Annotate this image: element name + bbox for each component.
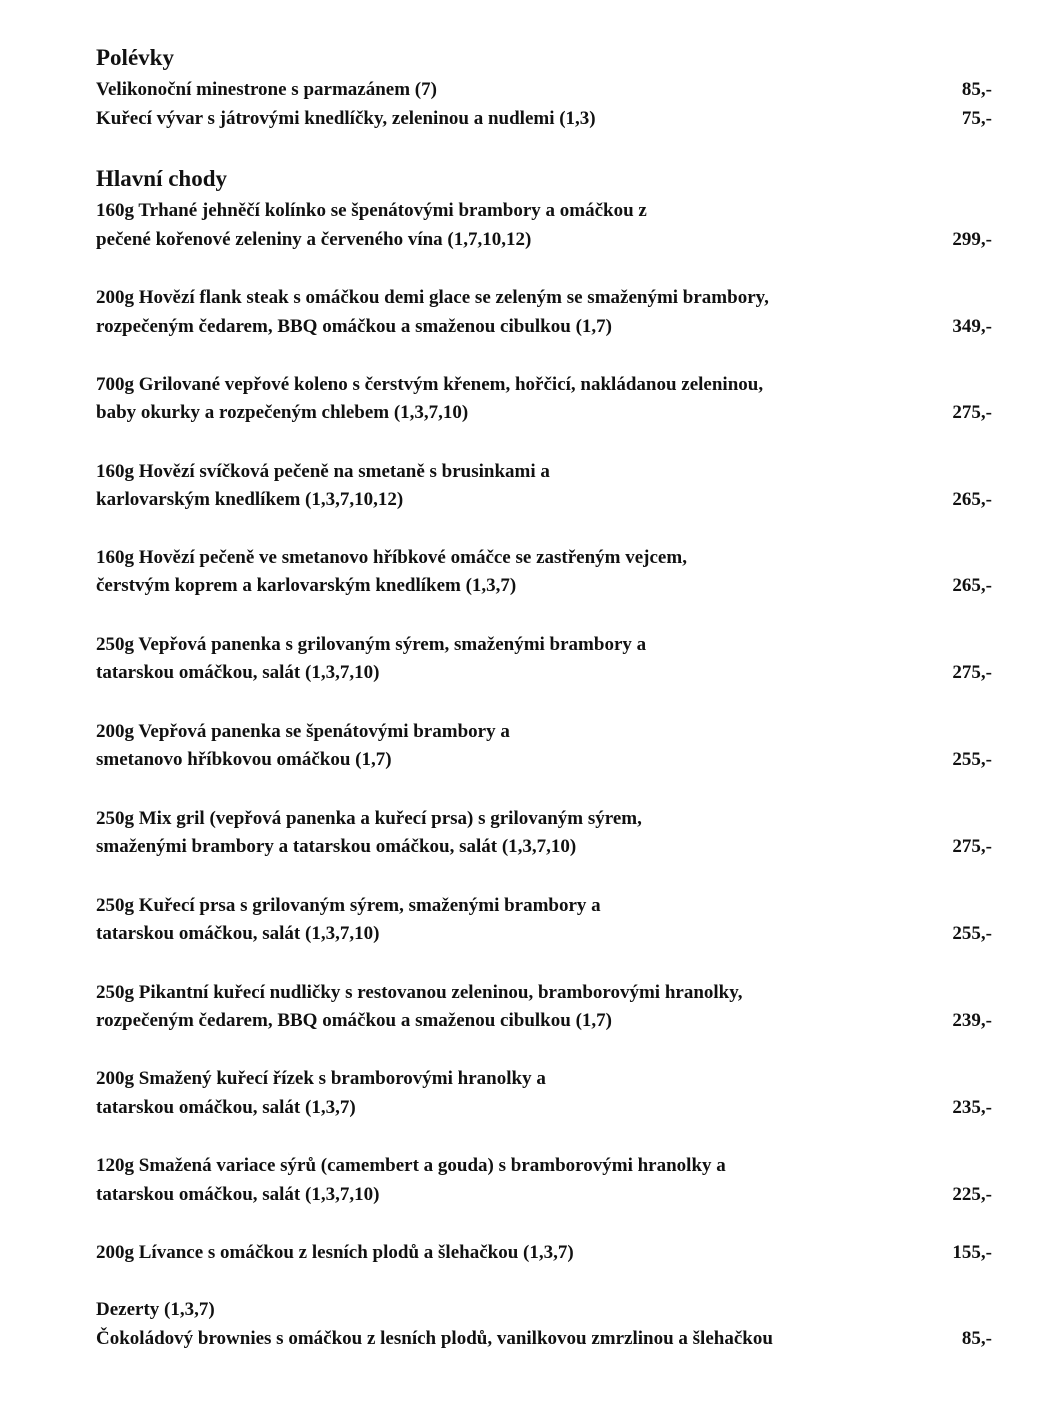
item-description-line-2: rozpečeným čedarem, BBQ omáčkou a smaženou cibulkou (1,7) (96, 1010, 612, 1031)
item-description-line-2: smetanovo hříbkovou omáčkou (1,7) (96, 749, 392, 770)
item-price: 155,- (952, 1242, 992, 1263)
item-description: Kuřecí vývar s játrovými knedlíčky, zeleninou a nudlemi (1,3) (96, 108, 596, 129)
item-description-line-2: karlovarským knedlíkem (1,3,7,10,12) (96, 489, 404, 510)
item-price: 85,- (961, 1328, 992, 1349)
item-description-line-2: tatarskou omáčkou, salát (1,3,7,10) (96, 662, 380, 683)
section-title-desserts: Dezerty (1,3,7) (96, 1299, 215, 1320)
item-price: 255,- (952, 749, 992, 770)
item-price: 265,- (952, 575, 992, 596)
item-price: 275,- (952, 836, 992, 857)
item-description-line-1: 250g Kuřecí prsa s grilovaným sýrem, smaženými brambory a (96, 895, 601, 916)
item-description: Velikonoční minestrone s parmazánem (7) (96, 79, 437, 100)
item-price: 75,- (961, 108, 992, 129)
item-description: Čokoládový brownies s omáčkou z lesních plodů, vanilkovou zmrzlinou a šlehačkou (96, 1328, 773, 1349)
item-description-line-2: tatarskou omáčkou, salát (1,3,7,10) (96, 1184, 380, 1205)
item-price: 275,- (952, 402, 992, 423)
item-description-line-1: 160g Hovězí pečeně ve smetanovo hříbkové omáčce se zastřeným vejcem, (96, 547, 687, 568)
item-description-line-1: 120g Smažená variace sýrů (camembert a gouda) s bramborovými hranolky a (96, 1155, 726, 1176)
section-title-soups: Polévky (96, 45, 174, 70)
item-price: 239,- (952, 1010, 992, 1031)
item-description-line-1: 200g Hovězí flank steak s omáčkou demi glace se zeleným se smaženými brambory, (96, 287, 769, 308)
item-description-line-2: pečené kořenové zeleniny a červeného vína (1,7,10,12) (96, 229, 532, 250)
item-description: 200g Lívance s omáčkou z lesních plodů a šlehačkou (1,3,7) (96, 1242, 574, 1263)
item-price: 255,- (952, 923, 992, 944)
item-description-line-2: baby okurky a rozpečeným chlebem (1,3,7,10) (96, 402, 469, 423)
item-price: 225,- (952, 1184, 992, 1205)
item-description-line-2: smaženými brambory a tatarskou omáčkou, salát (1,3,7,10) (96, 836, 577, 857)
item-description-line-1: 250g Mix gril (vepřová panenka a kuřecí prsa) s grilovaným sýrem, (96, 808, 642, 829)
item-price: 275,- (952, 662, 992, 683)
item-price: 299,- (952, 229, 992, 250)
item-description-line-1: 250g Pikantní kuřecí nudličky s restovanou zeleninou, bramborovými hranolky, (96, 982, 743, 1003)
item-description-line-1: 700g Grilované vepřové koleno s čerstvým křenem, hořčicí, nakládanou zeleninou, (96, 374, 764, 395)
item-price: 85,- (961, 79, 992, 100)
item-description-line-1: 160g Trhané jehněčí kolínko se špenátovými brambory a omáčkou z (96, 200, 647, 221)
item-description-line-1: 250g Vepřová panenka s grilovaným sýrem, smaženými brambory a (96, 634, 647, 655)
item-description-line-1: 200g Vepřová panenka se špenátovými brambory a (96, 721, 510, 742)
item-description-line-2: čerstvým koprem a karlovarským knedlíkem (1,3,7) (96, 575, 517, 596)
item-description-line-2: tatarskou omáčkou, salát (1,3,7) (96, 1097, 356, 1118)
item-price: 349,- (952, 316, 992, 337)
item-price: 265,- (952, 489, 992, 510)
item-description-line-2: rozpečeným čedarem, BBQ omáčkou a smaženou cibulkou (1,7) (96, 316, 612, 337)
item-description-line-1: 200g Smažený kuřecí řízek s bramborovými hranolky a (96, 1068, 546, 1089)
item-description-line-2: tatarskou omáčkou, salát (1,3,7,10) (96, 923, 380, 944)
item-price: 235,- (952, 1097, 992, 1118)
section-title-mains: Hlavní chody (96, 166, 228, 191)
item-description-line-1: 160g Hovězí svíčková pečeně na smetaně s brusinkami a (96, 461, 550, 482)
